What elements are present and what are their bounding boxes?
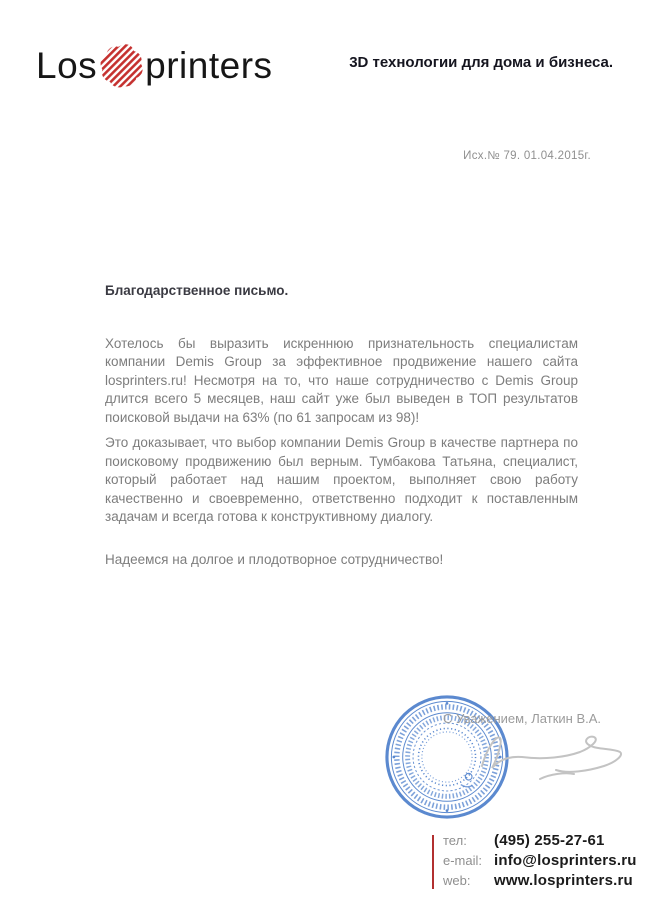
web-value: www.losprinters.ru: [494, 871, 633, 889]
phone-value: (495) 255-27-61: [494, 832, 605, 849]
letter-title: Благодарственное письмо.: [105, 283, 289, 298]
logo-text-prefix: Los: [36, 44, 98, 86]
accent-rule: [432, 835, 434, 889]
letter-closing: Надеемся на долгое и плодотворное сотрудничество!: [105, 551, 444, 567]
email-value: info@losprinters.ru: [494, 851, 637, 869]
handwritten-signature: [470, 716, 630, 801]
web-label: web:: [443, 872, 471, 888]
reference-number: Исх.№ 79. 01.04.2015г.: [463, 150, 591, 162]
contact-block: [432, 832, 637, 889]
knot-icon: [99, 42, 143, 89]
company-tagline: 3D технологии для дома и бизнеса.: [349, 54, 613, 71]
email-label: e-mail:: [443, 852, 483, 868]
letter-paragraph: Это доказывает, что выбор компании Demis Group в качестве партнера по поисковому продвижению был верным. Тумбакова Татьяна, специалист, который работает над нашим проектом, выполняет свою работу качественно и своевременно, ответственно подходит к поставленным задачам и всегда готова к конструктивному диалогу.: [105, 435, 578, 524]
phone-label: тел:: [443, 833, 467, 848]
letter-paragraph: Хотелось бы выразить искреннюю признательность специалистам компании Demis Group за эффективное продвижение нашего сайта losprinters.ru! Несмотря на то, что наше сотрудничество с Demis Group длится всего 5 месяцев, наш сайт уже был выведен в ТОП результатов поисковой выдачи на 63% (по 61 запросам из 98)!: [105, 335, 578, 425]
company-logo: [36, 42, 273, 89]
signoff-text: С Уважением, Латкин В.А.: [443, 711, 602, 726]
letter-body: [105, 282, 578, 576]
logo-text-suffix: printers: [145, 44, 273, 86]
